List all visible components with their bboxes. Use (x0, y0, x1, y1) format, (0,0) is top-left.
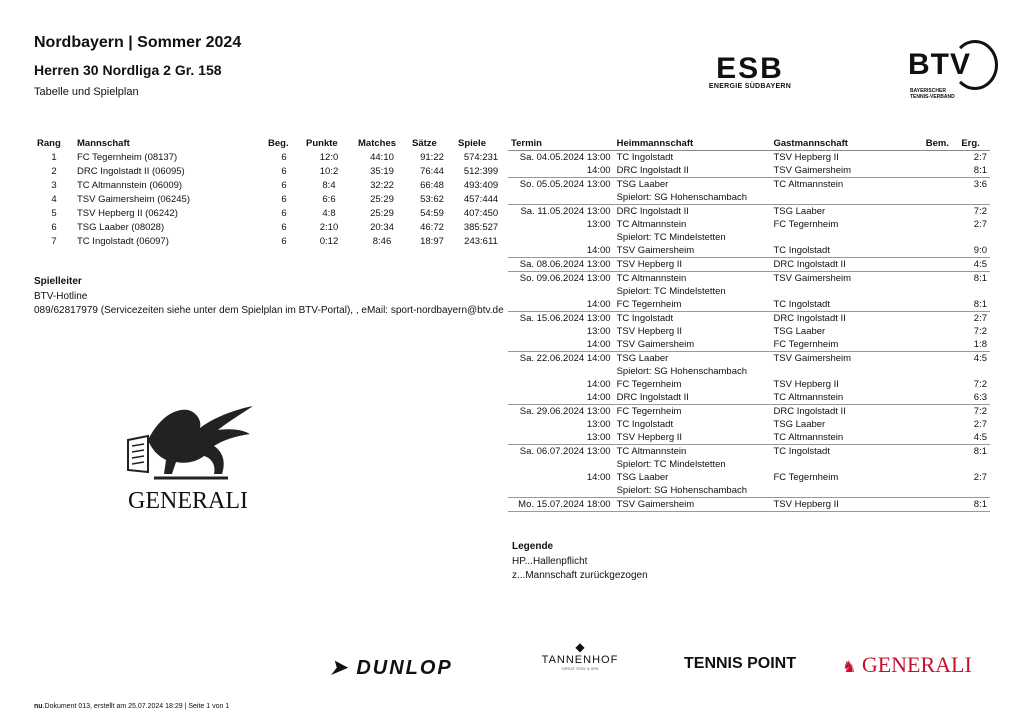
schedule-row (508, 191, 990, 205)
schedule-termin (508, 458, 614, 471)
schedule-heim: TSV Hepberg II (616, 432, 683, 443)
schedule-bem (923, 391, 959, 405)
schedule-bem (923, 285, 959, 298)
legend-item: z...Mannschaft zurückgezogen (512, 570, 648, 581)
schedule-erg (958, 285, 990, 298)
col-termin: Termin (508, 136, 614, 151)
schedule-heim: TSV Gaimersheim (616, 339, 695, 350)
schedule-row (508, 272, 990, 286)
schedule-gast: TSV Hepberg II (770, 151, 922, 165)
schedule-row (508, 151, 990, 165)
schedule-gast: TSV Gaimersheim (770, 352, 922, 366)
schedule-erg (958, 484, 990, 498)
standings-col-header: Sätze (412, 137, 437, 149)
standings-cell: 20:34 (370, 221, 394, 233)
schedule-termin: 14:00 (586, 379, 611, 390)
standings-cell: 8:46 (372, 235, 392, 247)
standings-cell: 6 (281, 151, 287, 163)
schedule-bem (923, 471, 959, 484)
schedule-row (508, 285, 990, 298)
schedule-heim: Spielort: TC Mindelstetten (616, 286, 726, 297)
schedule-row (508, 205, 990, 219)
schedule-gast (770, 285, 922, 298)
schedule-erg: 3:6 (958, 178, 990, 192)
btv-logo-text: BTV (908, 48, 971, 81)
standings-cell: 10:2 (319, 165, 339, 177)
standings-col-header: Mannschaft (77, 137, 130, 149)
standings-cell: 6 (281, 193, 287, 205)
dunlop-logo-text: DUNLOP (356, 657, 453, 679)
schedule-heim: FC Tegernheim (616, 299, 682, 310)
schedule-row (508, 352, 990, 366)
schedule-gast (770, 191, 922, 205)
schedule-bem (923, 458, 959, 471)
page-title: Nordbayern | Sommer 2024 (34, 34, 242, 51)
schedule-gast: TC Altmannstein (773, 392, 844, 403)
standings-row (34, 234, 507, 248)
standings-cell: 0:12 (319, 235, 339, 247)
standings-cell: TC Altmannstein (06009) (77, 179, 183, 191)
schedule-gast: FC Tegernheim (773, 219, 839, 230)
schedule-row (508, 405, 990, 419)
standings-cell: 385:527 (463, 221, 499, 233)
schedule-gast (770, 458, 922, 471)
schedule-row (508, 244, 990, 258)
schedule-header-row (508, 136, 990, 151)
schedule-heim: Spielort: SG Hohenschambach (616, 366, 748, 377)
schedule-heim: TC Altmannstein (614, 445, 771, 459)
schedule-erg (958, 231, 990, 244)
standings-cell: 6 (281, 235, 287, 247)
schedule-termin: Mo. 15.07.2024 18:00 (508, 498, 614, 512)
standings-cell: 2 (51, 165, 57, 177)
btv-logo-subtext (910, 88, 955, 100)
schedule-heim: TC Ingolstadt (614, 312, 771, 326)
schedule-gast: TSV Hepberg II (770, 498, 922, 512)
dunlop-flying-d-icon: ➤ (330, 657, 349, 679)
schedule-erg: 9:0 (973, 245, 987, 256)
schedule-erg (958, 458, 990, 471)
btv-sub-line1: BAYERISCHER (910, 88, 946, 94)
schedule-heim: TSV Gaimersheim (614, 498, 771, 512)
standings-col-header: Rang (37, 137, 61, 149)
standings-cell: 4 (51, 193, 57, 205)
standings-cell: TSG Laaber (08028) (77, 221, 165, 233)
generali-logo-text: GENERALI (128, 488, 248, 514)
spielleiter-name: BTV-Hotline (34, 291, 88, 302)
standings-row (34, 178, 507, 192)
schedule-erg: 8:1 (958, 445, 990, 459)
standings-cell: 53:62 (420, 193, 444, 205)
schedule-heim: TSG Laaber (616, 472, 669, 483)
standings-cell: 12:0 (319, 151, 339, 163)
standings-cell: TC Ingolstadt (06097) (77, 235, 169, 247)
standings-cell: 76:44 (420, 165, 444, 177)
standings-cell: 243:611 (464, 235, 498, 247)
schedule-heim: TSG Laaber (614, 352, 771, 366)
tannenhof-logo-text: TANNENHOF (541, 654, 619, 666)
standings-row (34, 150, 507, 164)
footer-brand: nu (34, 703, 43, 710)
schedule-heim: TC Altmannstein (614, 272, 771, 286)
col-erg: Erg. (958, 136, 990, 151)
standings-cell: 5 (51, 207, 57, 219)
schedule-bem (923, 178, 959, 192)
schedule-erg: 2:7 (958, 151, 990, 165)
col-gast: Gastmannschaft (770, 136, 922, 151)
schedule-termin: Sa. 15.06.2024 13:00 (508, 312, 614, 326)
dunlop-logo (330, 655, 453, 680)
col-heim: Heimmannschaft (614, 136, 771, 151)
standings-cell: 32:22 (370, 179, 394, 191)
schedule-bem (923, 298, 959, 312)
schedule-termin: Sa. 11.05.2024 13:00 (508, 205, 614, 219)
schedule-bem (923, 325, 959, 338)
schedule-bem (923, 378, 959, 391)
schedule-termin (508, 191, 614, 205)
schedule-bem (923, 218, 959, 231)
schedule-heim: DRC Ingolstadt II (616, 165, 689, 176)
schedule-erg: 2:7 (958, 312, 990, 326)
schedule-termin: 14:00 (586, 245, 611, 256)
standings-cell: 25:29 (370, 193, 394, 205)
standings-cell: DRC Ingolstadt II (06095) (77, 165, 185, 177)
schedule-row (508, 258, 990, 272)
col-bem: Bem. (923, 136, 959, 151)
standings-cell: 3 (51, 179, 57, 191)
standings-cell: 493:409 (463, 179, 499, 191)
schedule-gast: TC Altmannstein (773, 432, 844, 443)
schedule-bem (923, 312, 959, 326)
standings-cell: 6:6 (322, 193, 336, 205)
schedule-heim: Spielort: SG Hohenschambach (616, 192, 748, 203)
standings-row (34, 164, 507, 178)
schedule-erg: 6:3 (973, 392, 987, 403)
schedule-table (508, 136, 990, 512)
standings-cell: 1 (51, 151, 57, 163)
schedule-bem (923, 365, 959, 378)
section-label: Tabelle und Spielplan (34, 86, 139, 98)
standings-row (34, 220, 507, 234)
schedule-heim: FC Tegernheim (614, 405, 771, 419)
schedule-gast: FC Tegernheim (773, 339, 839, 350)
generali-sponsor-text: GENERALI (861, 652, 972, 677)
standings-cell: 66:48 (420, 179, 444, 191)
schedule-row (508, 178, 990, 192)
schedule-gast (770, 231, 922, 244)
schedule-termin: 14:00 (586, 165, 611, 176)
schedule-erg: 8:1 (973, 165, 987, 176)
tannenhof-tree-icon: ◆ (575, 640, 585, 654)
schedule-termin: Sa. 29.06.2024 13:00 (508, 405, 614, 419)
tennispoint-logo: TENNIS POINT (684, 655, 797, 672)
standings-cell: TSV Gaimersheim (06245) (77, 193, 190, 205)
schedule-heim: TSG Laaber (614, 178, 771, 192)
standings-cell: 91:22 (420, 151, 444, 163)
tannenhof-tagline: GREAT STAY & SPA (561, 666, 599, 671)
league-subtitle: Herren 30 Nordliga 2 Gr. 158 (34, 62, 222, 78)
schedule-termin: Sa. 22.06.2024 14:00 (508, 352, 614, 366)
standings-cell: 7 (51, 235, 57, 247)
schedule-heim: Spielort: TC Mindelstetten (616, 232, 726, 243)
schedule-termin: So. 09.06.2024 13:00 (508, 272, 614, 286)
schedule-row (508, 498, 990, 512)
schedule-gast: TC Ingolstadt (773, 299, 830, 310)
schedule-gast: TC Ingolstadt (773, 245, 830, 256)
standings-cell: 512:399 (463, 165, 499, 177)
schedule-termin: 13:00 (586, 432, 611, 443)
standings-cell: 6 (51, 221, 57, 233)
schedule-erg: 2:7 (973, 219, 987, 230)
schedule-bem (923, 352, 959, 366)
schedule-heim: FC Tegernheim (616, 379, 682, 390)
schedule-heim: Spielort: SG Hohenschambach (616, 485, 748, 496)
standings-cell: 35:19 (370, 165, 394, 177)
schedule-gast: TSG Laaber (770, 205, 922, 219)
schedule-erg: 8:1 (958, 272, 990, 286)
schedule-gast (770, 484, 922, 498)
btv-sub-line2: TENNIS-VERBAND (910, 94, 955, 100)
schedule-heim: DRC Ingolstadt II (616, 392, 689, 403)
schedule-gast: TSV Hepberg II (773, 379, 839, 390)
schedule-gast: TSV Gaimersheim (773, 165, 852, 176)
schedule-erg (958, 191, 990, 205)
schedule-heim: Spielort: TC Mindelstetten (616, 459, 726, 470)
generali-lion-icon: ♞ (842, 659, 857, 676)
schedule-heim: DRC Ingolstadt II (614, 205, 771, 219)
standings-row (34, 206, 507, 220)
footer-text: .Dokument 013, erstellt am 25.07.2024 18:29 | Seite 1 von 1 (42, 703, 230, 710)
schedule-termin (508, 231, 614, 244)
generali-sponsor-logo (842, 652, 972, 678)
schedule-termin (508, 365, 614, 378)
standings-cell: 54:59 (420, 207, 444, 219)
schedule-bem (923, 431, 959, 445)
schedule-erg: 7:2 (958, 405, 990, 419)
schedule-gast (770, 365, 922, 378)
standings-col-header: Punkte (306, 137, 338, 149)
schedule-gast: TSV Gaimersheim (770, 272, 922, 286)
esb-logo-text: ESB (716, 52, 784, 85)
schedule-row (508, 458, 990, 471)
standings-cell: TSV Hepberg II (06242) (77, 207, 178, 219)
schedule-termin (508, 285, 614, 298)
standings-cell: 44:10 (370, 151, 394, 163)
standings-cell: 6 (281, 165, 287, 177)
schedule-heim: TC Altmannstein (616, 219, 687, 230)
standings-cell: 457:444 (463, 193, 499, 205)
schedule-heim: TSV Gaimersheim (616, 245, 695, 256)
standings-col-header: Beg. (268, 137, 289, 149)
schedule-bem (923, 445, 959, 459)
schedule-bem (923, 205, 959, 219)
standings-cell: 2:10 (319, 221, 339, 233)
schedule-row (508, 325, 990, 338)
schedule-heim: TC Ingolstadt (616, 419, 674, 430)
esb-logo-subtext: ENERGIE SÜDBAYERN (708, 83, 792, 90)
schedule-bem (923, 272, 959, 286)
schedule-row (508, 164, 990, 178)
schedule-bem (923, 484, 959, 498)
schedule-row (508, 471, 990, 484)
schedule-erg: 8:1 (973, 299, 987, 310)
generali-lion-logo (118, 400, 258, 515)
schedule-heim: TSV Hepberg II (614, 258, 771, 272)
schedule-gast: DRC Ingolstadt II (770, 405, 922, 419)
schedule-erg: 2:7 (973, 472, 987, 483)
standings-row (34, 192, 507, 206)
schedule-bem (923, 338, 959, 352)
schedule-row (508, 378, 990, 391)
esb-logo (700, 52, 800, 90)
schedule-termin (508, 484, 614, 498)
spielleiter-heading: Spielleiter (34, 276, 82, 287)
lion-icon (118, 400, 258, 485)
schedule-bem (923, 418, 959, 431)
standings-table (34, 136, 507, 248)
schedule-bem (923, 191, 959, 205)
schedule-gast: TC Altmannstein (770, 178, 922, 192)
schedule-erg: 4:5 (973, 432, 987, 443)
schedule-termin: So. 05.05.2024 13:00 (508, 178, 614, 192)
schedule-heim: TSV Hepberg II (616, 326, 683, 337)
schedule-termin: Sa. 04.05.2024 13:00 (508, 151, 614, 165)
schedule-termin: Sa. 06.07.2024 13:00 (508, 445, 614, 459)
standings-cell: 6 (281, 207, 287, 219)
schedule-row (508, 418, 990, 431)
standings-cell: 4:8 (322, 207, 336, 219)
standings-header-row (34, 136, 507, 150)
standings-cell: 6 (281, 221, 287, 233)
legend-item: HP...Hallenpflicht (512, 556, 588, 567)
standings-col-header: Matches (358, 137, 397, 149)
schedule-row (508, 484, 990, 498)
standings-cell: 25:29 (370, 207, 394, 219)
standings-cell: 8:4 (322, 179, 336, 191)
standings-col-header: Spiele (458, 137, 486, 149)
schedule-termin: 13:00 (586, 419, 611, 430)
schedule-bem (923, 231, 959, 244)
schedule-gast: DRC Ingolstadt II (770, 312, 922, 326)
schedule-gast: FC Tegernheim (773, 472, 839, 483)
schedule-gast: TSG Laaber (773, 326, 826, 337)
schedule-erg: 2:7 (973, 419, 987, 430)
schedule-termin: 14:00 (586, 392, 611, 403)
btv-logo (906, 38, 996, 102)
schedule-bem (923, 244, 959, 258)
standings-cell: 574:231 (463, 151, 499, 163)
schedule-row (508, 312, 990, 326)
schedule-gast: DRC Ingolstadt II (770, 258, 922, 272)
schedule-row (508, 431, 990, 445)
schedule-row (508, 218, 990, 231)
standings-cell: 18:97 (420, 235, 444, 247)
schedule-gast: TC Ingolstadt (770, 445, 922, 459)
schedule-row (508, 231, 990, 244)
standings-cell: FC Tegernheim (08137) (77, 151, 178, 163)
schedule-bem (923, 405, 959, 419)
schedule-erg: 4:5 (958, 258, 990, 272)
schedule-erg: 1:8 (973, 339, 987, 350)
schedule-termin: 14:00 (586, 299, 611, 310)
tannenhof-logo (540, 640, 620, 671)
schedule-bem (923, 151, 959, 165)
schedule-row (508, 445, 990, 459)
schedule-erg (958, 365, 990, 378)
schedule-termin: 14:00 (586, 472, 611, 483)
standings-cell: 46:72 (420, 221, 444, 233)
schedule-termin: Sa. 08.06.2024 13:00 (508, 258, 614, 272)
schedule-termin: 13:00 (586, 326, 611, 337)
schedule-gast: TSG Laaber (773, 419, 826, 430)
legend-heading: Legende (512, 541, 554, 552)
schedule-erg: 7:2 (958, 205, 990, 219)
schedule-bem (923, 258, 959, 272)
schedule-termin: 13:00 (586, 219, 611, 230)
schedule-row (508, 365, 990, 378)
footer (34, 703, 229, 710)
schedule-termin: 14:00 (586, 339, 611, 350)
schedule-row (508, 338, 990, 352)
schedule-erg: 8:1 (958, 498, 990, 512)
schedule-bem (923, 498, 959, 512)
standings-cell: 407:450 (463, 207, 499, 219)
standings-cell: 6 (281, 179, 287, 191)
spielleiter-contact: 089/62817979 (Servicezeiten siehe unter dem Spielplan im BTV-Portal), , eMail: sport-nordbayern@btv.de (34, 305, 504, 316)
schedule-erg: 7:2 (973, 326, 987, 337)
schedule-erg: 7:2 (973, 379, 987, 390)
schedule-erg: 4:5 (958, 352, 990, 366)
schedule-row (508, 298, 990, 312)
schedule-bem (923, 164, 959, 178)
schedule-row (508, 391, 990, 405)
schedule-heim: TC Ingolstadt (614, 151, 771, 165)
